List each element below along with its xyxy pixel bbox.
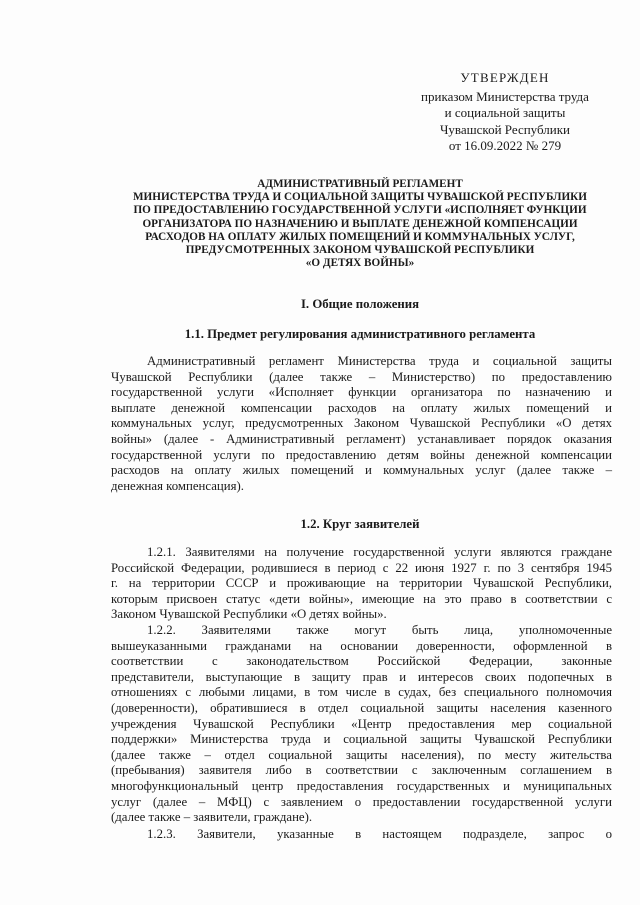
text-line: выплате денежной компенсации расходов на оплату жилых помещений и <box>111 400 612 415</box>
title-line: РАСХОДОВ НА ОПЛАТУ ЖИЛЫХ ПОМЕЩЕНИЙ И КОММУНАЛЬНЫХ УСЛУГ, <box>145 230 575 243</box>
text-line: Чувашской Республики (далее также – Министерство) по предоставлению <box>111 369 612 384</box>
section-heading-subject: 1.1. Предмет регулирования административного регламента <box>184 327 536 341</box>
text-line: услуг (далее – МФЦ) с заявлением о предоставлении государственной услуги <box>111 794 612 809</box>
text-line: расходов на оплату жилых помещений и коммунальных услуг (далее также – <box>111 463 612 478</box>
text-line: поддержки» Министерства труда и социальной защиты Чувашской Республики <box>111 732 612 747</box>
approval-line: от 16.09.2022 № 279 <box>448 138 562 153</box>
text-line: (далее также – заявители, граждане). <box>111 810 313 825</box>
approval-line: Чувашской Республики <box>439 121 571 137</box>
approval-line: и социальной защиты <box>444 105 566 120</box>
text-line: представители, выступающие в защиту прав и интересов своих подопечных в <box>111 669 612 684</box>
approval-stamp <box>400 70 610 155</box>
text-line: Российской Федерации, родившиеся в период с 22 июня 1927 г. по 3 сентября 1945 <box>111 560 612 575</box>
paragraph-1-2-3 <box>111 827 612 843</box>
text-line: (доверенности), обратившиеся в отдел социальной защиты населения казенного <box>111 700 612 715</box>
text-line: вышеуказанными гражданами на основании доверенности, оформленной в <box>111 638 612 653</box>
text-line: соответствии с законодательством Российской Федерации, законные <box>111 654 612 669</box>
approval-line: приказом Министерства труда <box>421 88 589 104</box>
text-line: коммунальных услуг, предусмотренных Законом Чувашской Республики «О детях <box>111 416 612 431</box>
text-line: 1.2.1. Заявителями на получение государственной услуги являются граждане <box>147 545 612 559</box>
text-line: 1.2.3. Заявители, указанные в настоящем подразделе, запрос о <box>147 827 612 841</box>
text-line: денежная компенсация). <box>111 478 244 493</box>
text-line: государственной услуги по предоставлению детям войны денежной компенсации <box>111 447 612 462</box>
title-line: ПО ПРЕДОСТАВЛЕНИЮ ГОСУДАРСТВЕННОЙ УСЛУГИ «ИСПОЛНЯЕТ ФУНКЦИИ <box>133 204 587 217</box>
text-line: (далее также – отдел социальной защиты населения), по месту жительства <box>111 747 612 762</box>
approval-title: УТВЕРЖДЕН <box>460 70 550 85</box>
paragraph-1-2-2 <box>111 623 612 826</box>
title-line: ПРЕДУСМОТРЕННЫХ ЗАКОНОМ ЧУВАШСКОЙ РЕСПУБЛИКИ <box>185 244 535 257</box>
paragraph-scope <box>111 354 612 494</box>
text-line: которым присвоен статус «дети войны», имеющие на это право в соответствии с <box>111 591 612 606</box>
text-line: 1.2.2. Заявителями также могут быть лица, уполномоченные <box>147 623 612 637</box>
title-line: ОРГАНИЗАТОРА ПО НАЗНАЧЕНИЮ И ВЫПЛАТЕ ДЕНЕЖНОЙ КОМПЕНСАЦИИ <box>142 217 578 230</box>
document-title <box>95 178 625 270</box>
text-line: Административный регламент Министерства труда и социальной защиты <box>147 354 612 368</box>
section-heading-applicants: 1.2. Круг заявителей <box>300 517 420 531</box>
text-line: Законом Чувашской Республики «О детях войны». <box>111 607 387 622</box>
text-line: г. на территории СССР и проживающие на территории Чувашской Республики, <box>111 576 612 591</box>
title-line: «О ДЕТЯХ ВОЙНЫ» <box>305 257 415 270</box>
text-line: государственной услуги «Исполняет функции организатора по назначению и <box>111 385 612 400</box>
text-line: многофункциональный центр предоставления государственных и муниципальных <box>111 778 612 793</box>
title-line: МИНИСТЕРСТВА ТРУДА И СОЦИАЛЬНОЙ ЗАЩИТЫ ЧУВАШСКОЙ РЕСПУБЛИКИ <box>132 191 587 204</box>
title-line: АДМИНИСТРАТИВНЫЙ РЕГЛАМЕНТ <box>257 178 463 190</box>
text-line: отношениях с любыми лицами, в том числе в судах, без специального полномочия <box>111 685 612 700</box>
section-heading-general: I. Общие положения <box>300 297 420 311</box>
paragraph-1-2-1 <box>111 545 612 623</box>
text-line: (пребывания) заявителя либо в соответствии с заключенным соглашением в <box>111 763 612 778</box>
text-line: учреждения Чувашской Республики «Центр предоставления мер социальной <box>111 716 612 731</box>
text-line: войны» (далее - Административный регламент) устанавливает порядок оказания <box>111 431 612 446</box>
